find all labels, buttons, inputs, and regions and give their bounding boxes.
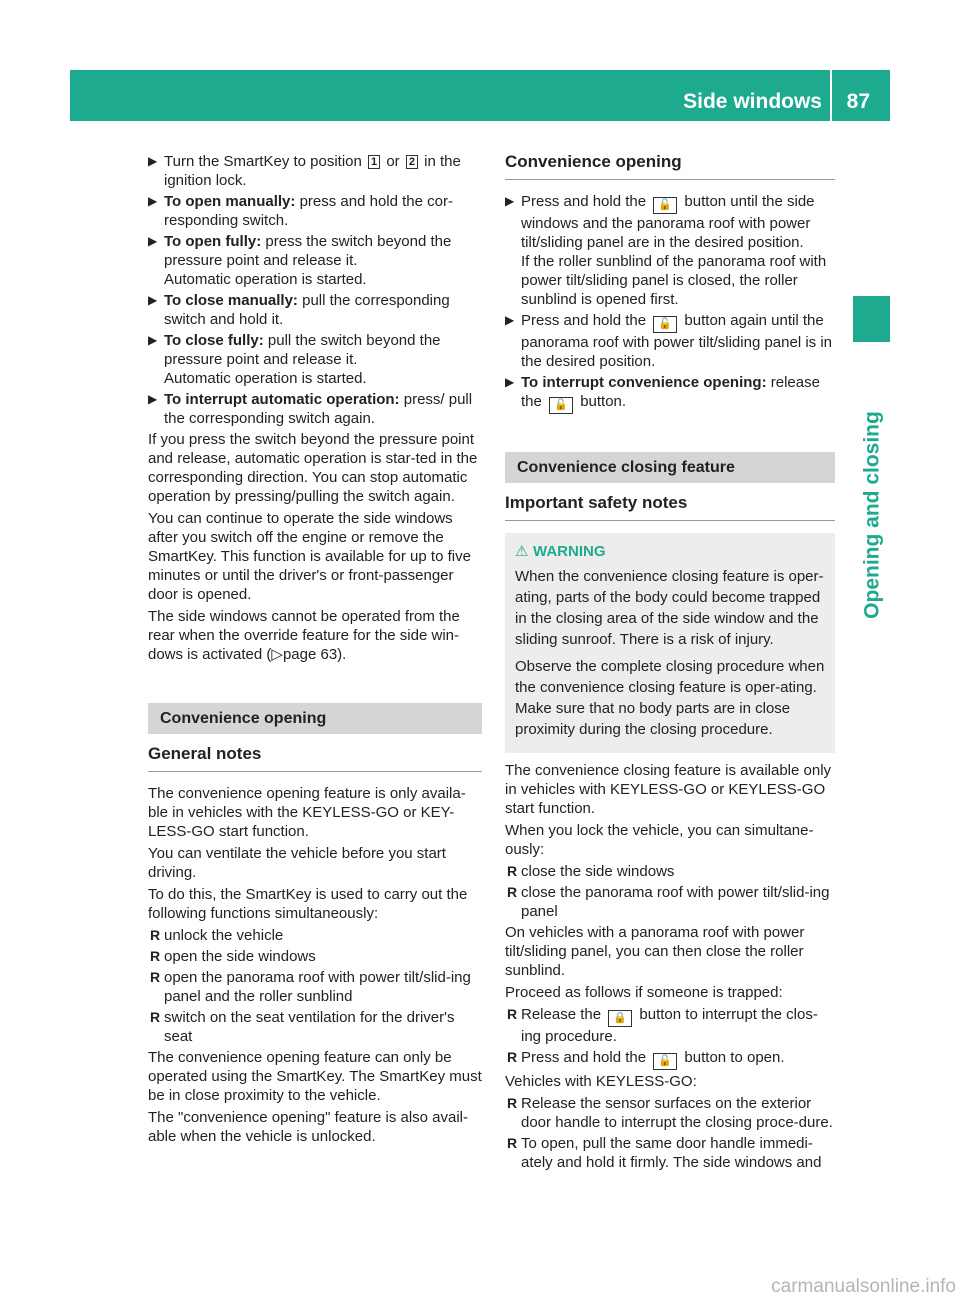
section-heading: Convenience opening: [148, 703, 482, 734]
bullet-icon: R: [150, 948, 161, 964]
list-item: R open the panorama roof with power tilt/slid-ing panel and the roller sunblind: [150, 969, 471, 1005]
list-item: R unlock the vehicle: [150, 927, 284, 944]
bullet-icon: R: [150, 1009, 161, 1025]
warning-text: When the convenience closing feature is oper-ating, parts of the body could become trapped in the closing area of the side window and the sliding sunroof. There is a risk of injury.: [515, 568, 824, 648]
body-paragraph: The convenience opening feature can only be operated using the SmartKey. The SmartKey must be in close proximity to the vehicle.: [148, 1049, 482, 1104]
bullet-icon: R: [507, 1006, 518, 1022]
header-bar: [70, 70, 890, 121]
bullet-icon: R: [507, 1049, 518, 1065]
arrow-icon: ▶: [505, 313, 515, 327]
instruction-step: ▶ To open manually: press and hold the cor-responding switch.: [148, 193, 453, 229]
list-item: R Release the sensor surfaces on the exterior door handle to interrupt the closing proce-dure.: [507, 1095, 833, 1131]
body-paragraph: You can ventilate the vehicle before you start driving.: [148, 845, 446, 881]
arrow-icon: ▶: [148, 194, 158, 208]
list-item: R Release the 🔒 button to interrupt the clos-ing procedure.: [507, 1006, 818, 1045]
instruction-step: ▶ To interrupt automatic operation: press/ pull the corresponding switch again.: [148, 391, 473, 427]
side-tab-marker: [853, 296, 890, 342]
bullet-icon: R: [507, 1095, 518, 1111]
bullet-icon: R: [507, 1135, 518, 1151]
arrow-icon: ▶: [505, 194, 515, 208]
list-item: R To open, pull the same door handle immedi-ately and hold it firmly. The side windows and: [507, 1135, 822, 1171]
instruction-step: ▶ To close manually: pull the corresponding switch and hold it.: [148, 292, 450, 328]
arrow-icon: ▶: [148, 154, 158, 168]
key-position-1-icon: 1: [368, 155, 380, 169]
body-paragraph: The "convenience opening" feature is also avail-able when the vehicle is unlocked.: [148, 1109, 469, 1145]
page-section-title: Side windows: [683, 90, 822, 113]
list-item: R open the side windows: [150, 948, 316, 965]
left-column: [148, 152, 482, 1149]
right-column: [505, 152, 835, 1174]
body-paragraph: If you press the switch beyond the pressure point and release, automatic operation is star-ted in the corresponding direction. You can stop automatic operation by pressing/pulling the switch again.: [148, 431, 478, 505]
side-tab-label: Opening and closing: [860, 411, 884, 619]
bullet-icon: R: [507, 863, 518, 879]
list-item: R close the panorama roof with power tilt/slid-ing panel: [507, 884, 830, 920]
body-paragraph: The convenience closing feature is available only in vehicles with KEYLESS-GO or KEYLESS-GO start function.: [505, 762, 832, 817]
key-position-2-icon: 2: [406, 155, 418, 169]
arrow-icon: ▶: [148, 293, 158, 307]
page-number: 87: [846, 90, 870, 113]
list-item: R Press and hold the 🔓 button to open.: [505, 1048, 835, 1070]
warning-box: [505, 533, 835, 753]
bullet-icon: R: [150, 927, 161, 943]
page-reference-link[interactable]: page 63).: [282, 646, 347, 663]
body-paragraph: On vehicles with a panorama roof with power tilt/sliding panel, you can then close the roller sunblind.: [505, 924, 805, 979]
bullet-icon: R: [507, 884, 518, 900]
arrow-icon: ▶: [148, 333, 158, 347]
section-heading: Convenience closing feature: [505, 452, 835, 483]
body-paragraph: When you lock the vehicle, you can simultane-ously:: [505, 822, 814, 858]
instruction-step: ▶ Press and hold the 🔓 button again until the panorama roof with power tilt/sliding panel is in the desired position.: [505, 312, 832, 370]
body-paragraph: The side windows cannot be operated from the rear when the override feature for the side win-dows is activated (▷page 63).: [148, 608, 460, 663]
page-reference-icon: ▷: [271, 646, 283, 663]
header-separator: [830, 70, 832, 121]
instruction-step: ▶ To close fully: pull the switch beyond the pressure point and release it. Automatic operation is started.: [148, 332, 441, 387]
instruction-step: ▶ To interrupt convenience opening: release the 🔓 button.: [505, 373, 835, 414]
instruction-step: ▶ Press and hold the 🔓 button until the side windows and the panorama roof with power tilt/sliding panel are in the desired position. If the roller sunblind of the panorama roof with power tilt/sliding panel is closed, the roller sunblind is opened first.: [505, 193, 827, 308]
subsection-heading: General notes: [148, 744, 482, 772]
unlock-icon: 🔓: [653, 316, 677, 333]
body-paragraph: The convenience opening feature is only availa-ble in vehicles with the KEYLESS-GO or KEY-LESS-GO start function.: [148, 785, 466, 840]
warning-text: Observe the complete closing procedure when the convenience closing feature is oper-ating. Make sure that no body parts are in close proximity during the closing procedure.: [515, 658, 825, 738]
body-paragraph: You can continue to operate the side windows after you switch off the engine or remove the SmartKey. This function is available for up to five minutes or until the driver's or front-passenger door is opened.: [148, 510, 471, 603]
body-paragraph: To do this, the SmartKey is used to carry out the following functions simultaneously:: [148, 886, 468, 922]
list-item: R switch on the seat ventilation for the driver's seat: [150, 1009, 455, 1045]
arrow-icon: ▶: [148, 392, 158, 406]
bullet-icon: R: [150, 969, 161, 985]
lock-icon: 🔒: [608, 1010, 632, 1027]
instruction-step: ▶ Turn the SmartKey to position 1 or 2 in the ignition lock.: [148, 153, 461, 189]
unlock-icon: 🔓: [653, 197, 677, 214]
arrow-icon: ▶: [505, 375, 515, 389]
subsection-heading: Convenience opening: [505, 152, 835, 180]
warning-triangle-icon: ⚠: [515, 543, 529, 560]
body-paragraph: Proceed as follows if someone is trapped:: [505, 984, 783, 1001]
subsection-heading: Important safety notes: [505, 493, 835, 521]
warning-title: ⚠ WARNING: [515, 543, 606, 560]
list-item: R close the side windows: [507, 863, 675, 880]
watermark: carmanualsonline.info: [771, 1276, 956, 1297]
instruction-step: ▶ To open fully: press the switch beyond the pressure point and release it. Automatic operation is started.: [148, 233, 452, 288]
arrow-icon: ▶: [148, 234, 158, 248]
unlock-icon: 🔓: [549, 397, 573, 414]
unlock-icon: 🔓: [653, 1053, 677, 1070]
body-paragraph: Vehicles with KEYLESS-GO:: [505, 1073, 697, 1090]
